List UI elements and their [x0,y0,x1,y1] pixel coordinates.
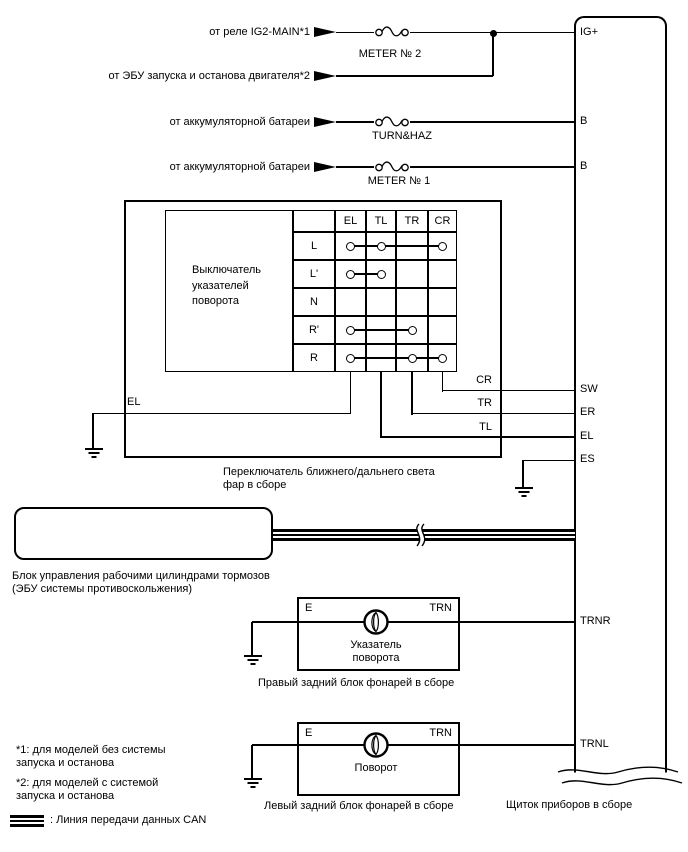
right-lamp-caption: Правый задний блок фонарей в сборе [258,677,455,689]
switch-name: Выключатель указателей поворота [192,264,262,307]
wire-label-tr: TR [477,397,492,409]
grid-line [293,287,457,289]
wire-es-to-ground [523,460,575,462]
contact-point [346,270,355,279]
contact-link [351,329,413,331]
note-2: *2: для моделей с системой запуска и останова [16,777,159,802]
wire-tr-to-er [412,413,575,415]
feed-label-relay: от реле IG2-MAIN*1 [209,26,310,38]
row-label-r-prime: R' [308,323,320,336]
wire-label-cr: CR [476,374,492,386]
bulb-label: Поворот [354,762,398,774]
bulb-icon [362,731,390,759]
panel-pin-sw: SW [580,383,598,395]
grid-line [293,259,457,261]
contact-point [438,354,447,363]
grid-line [427,210,429,372]
wire-label-tl: TL [479,421,492,433]
bulb-label: Указатель поворота [350,639,402,664]
instrument-panel-box [574,16,667,779]
wire-es-ground-drop [522,460,524,487]
lamp-terminal-trn: TRN [429,727,452,739]
junction-dot [490,30,497,37]
column-header-tr: TR [404,214,420,227]
wire-el-to-ground [93,413,351,415]
contact-point [377,242,386,251]
panel-pin-b1: B [580,115,588,127]
feed-label-battery-1: от аккумуляторной батареи [169,115,310,128]
wire-cr-to-sw [442,390,575,392]
grid-line [293,315,457,317]
fuse-icon [372,159,412,177]
lamp-terminal-trn: TRN [429,602,452,614]
can-break-icon [410,523,430,547]
stub-tr [411,372,413,415]
panel-caption: Щиток приборов в сборе [506,799,633,811]
contact-point [438,242,447,251]
wire-lamp-ground-drop [251,745,253,778]
row-label-l-prime: L' [309,267,319,280]
panel-pin-trnl: TRNL [580,738,609,750]
panel-pin-trnr: TRNR [580,615,611,627]
can-legend-text: : Линия передачи данных CAN [50,814,207,826]
ground-icon [243,778,263,790]
dimmer-caption-line2: фар в сборе [223,479,287,491]
lamp-terminal-e: E [305,727,313,739]
wire-label-el: EL [127,396,141,408]
ground-icon [243,655,263,667]
column-header-cr: CR [434,214,451,227]
contact-link [351,357,443,359]
grid-line [293,231,457,233]
row-label-r: R [310,351,318,364]
ground-icon [84,448,104,460]
panel-pin-igplus: IG+ [580,26,599,38]
grid-line [292,210,294,372]
stub-cr [442,372,444,392]
panel-pin-b2: B [580,160,588,172]
panel-pin-es: ES [580,453,595,465]
ecu-caption-line1: Блок управления рабочими цилиндрами тормозов [12,570,270,582]
column-header-tl: TL [374,214,388,227]
grid-line [334,210,336,372]
arrow-right-icon [314,162,336,172]
fuse-name-meter1: METER № 1 [367,175,431,187]
wire-lamp-ground-drop [251,622,253,655]
panel-pin-er: ER [580,406,596,418]
dimmer-caption-line1: Переключатель ближнего/дальнего света [223,466,435,478]
can-legend-icon [10,815,44,827]
contact-link [351,245,443,247]
fuse-icon [372,114,412,132]
feed-label-ecu-start-stop: от ЭБУ запуска и останова двигателя*2 [108,69,310,82]
column-header-el: EL [343,214,358,227]
arrow-right-icon [314,117,336,127]
stub-tl [380,372,382,438]
lamp-terminal-e: E [305,602,313,614]
panel-pin-el: EL [580,430,594,442]
contact-point [408,354,417,363]
wire-tl-to-el [381,436,575,438]
skid-control-ecu-box [14,507,273,560]
feed-label-battery-2: от аккумуляторной батареи [169,160,310,173]
row-label-l: L [310,239,318,252]
contact-point [346,326,355,335]
fuse-icon [372,24,412,42]
wire-ecu-join [492,33,494,76]
wire-el-ground-drop [92,413,94,448]
wavy-break-icon [556,764,682,792]
contact-point [346,242,355,251]
grid-line [293,343,457,345]
row-label-n: N [310,295,318,308]
grid-line [395,210,397,372]
wire-ecu-start-stop [336,75,493,77]
fuse-name-turnhaz: TURN&HAZ [372,130,432,142]
contact-point [346,354,355,363]
arrow-right-icon [314,71,336,81]
stub-el [350,372,352,414]
grid-line [365,210,367,372]
left-lamp-caption: Левый задний блок фонарей в сборе [264,800,454,812]
note-1: *1: для моделей без системы запуска и останова [16,744,166,769]
arrow-right-icon [314,27,336,37]
ground-icon [514,487,534,499]
contact-point [408,326,417,335]
bulb-icon [362,608,390,636]
fuse-name-meter2: METER № 2 [358,48,422,60]
ecu-caption-line2: (ЭБУ системы противоскольжения) [12,583,193,595]
contact-point [377,270,386,279]
